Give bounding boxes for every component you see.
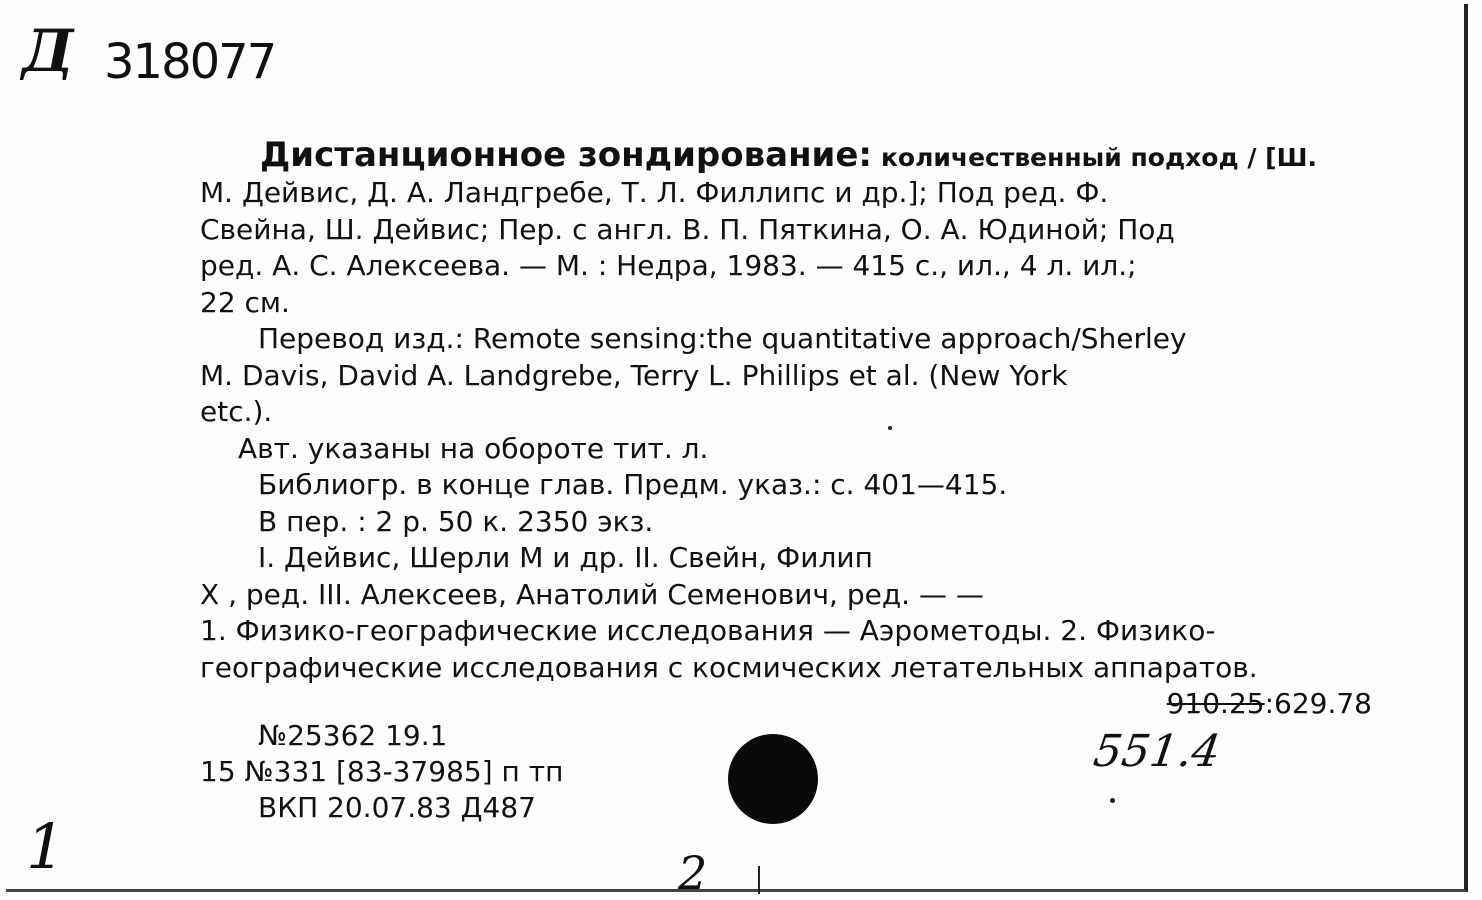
classification-code: :629.78 bbox=[1264, 687, 1372, 720]
ink-speck bbox=[888, 426, 892, 430]
ink-speck bbox=[758, 866, 760, 894]
handwritten-bottom-mark: 2 bbox=[678, 846, 708, 900]
punch-hole-dot bbox=[728, 734, 818, 824]
footer-line: ВКП 20.07.83 Д487 bbox=[258, 791, 536, 824]
handwritten-corner-mark: 1 bbox=[26, 810, 66, 883]
header-number: 318077 bbox=[104, 34, 276, 90]
translation-line: etc.). bbox=[200, 395, 273, 428]
translation-line: Перевод изд.: Remote sensing:the quantitative approach/Sherley bbox=[258, 322, 1187, 355]
note-authors: Авт. указаны на обороте тит. л. bbox=[238, 431, 709, 465]
tracing-line: географические исследования с космических летательных аппаратов. bbox=[200, 650, 1258, 684]
book-subtitle: количественный подход / [Ш. bbox=[880, 143, 1317, 172]
note-price: В пер. : 2 р. 50 к. 2350 экз. bbox=[258, 504, 654, 538]
handwritten-shelf-mark: 551.4 bbox=[1090, 726, 1224, 777]
tracing-line: 1. Физико-географические исследования — Аэрометоды. 2. Физико- bbox=[200, 614, 1216, 647]
footer-line: 15 №331 [83-37985] п тп bbox=[200, 755, 564, 788]
desc-line: ред. А. С. Алексеева. — М. : Недра, 1983. — 415 с., ил., 4 л. ил.; bbox=[200, 249, 1137, 282]
desc-line: 22 см. bbox=[200, 285, 290, 319]
footer-line: №25362 19.1 bbox=[258, 719, 448, 752]
classification-struck: 910.25 bbox=[1166, 687, 1265, 720]
desc-line: Свейна, Ш. Дейвис; Пер. с англ. В. П. Пяткина, О. А. Юдиной; Под bbox=[200, 212, 1175, 246]
card-footer bbox=[200, 718, 563, 826]
translation-line: M. Davis, David A. Landgrebe, Terry L. Phillips et al. (New York bbox=[200, 358, 1068, 392]
tracing-line: Х , ред. III. Алексеев, Анатолий Семенович, ред. — — bbox=[200, 577, 984, 611]
ink-speck bbox=[1110, 798, 1115, 803]
note-bibliography: Библиогр. в конце глав. Предм. указ.: с. 401—415. bbox=[258, 468, 1008, 501]
card-body bbox=[200, 135, 1372, 723]
book-title: Дистанционное зондирование: bbox=[260, 135, 873, 175]
tracing-line: I. Дейвис, Шерли М и др. II. Свейн, Филип bbox=[258, 541, 873, 574]
desc-line: М. Дейвис, Д. А. Ландгребе, Т. Л. Филлипс и др.]; Под ред. Ф. bbox=[200, 176, 1109, 209]
header-mark: Д bbox=[22, 17, 73, 85]
